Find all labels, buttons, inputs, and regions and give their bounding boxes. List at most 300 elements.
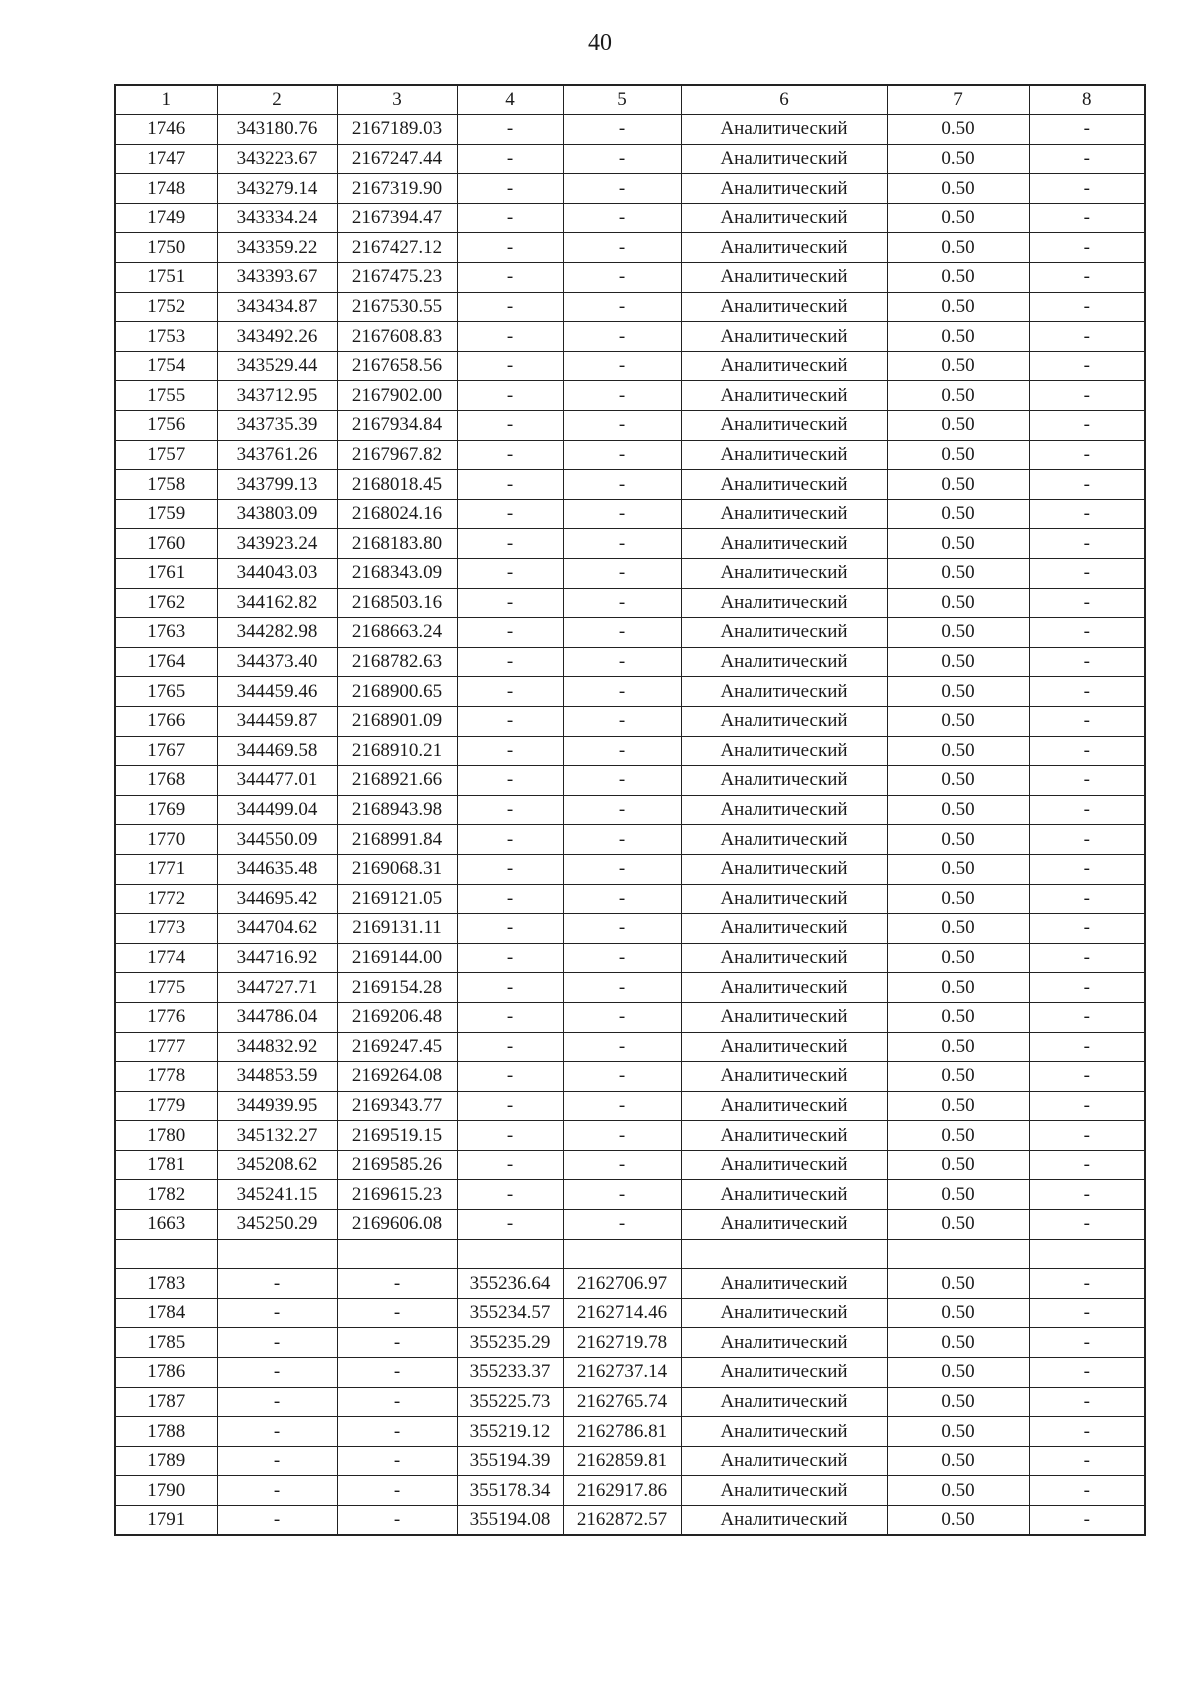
cell-y-coordinate-new: 2162859.81 xyxy=(563,1446,681,1476)
cell-x-coordinate: 344162.82 xyxy=(217,588,337,618)
cell-x-coordinate-new: 355234.57 xyxy=(457,1298,563,1328)
cell-method: Аналитический xyxy=(681,588,887,618)
cell-accuracy: 0.50 xyxy=(887,322,1029,352)
table-row xyxy=(115,174,1145,204)
table-row xyxy=(115,529,1145,559)
cell-x-coordinate: 345250.29 xyxy=(217,1210,337,1240)
table-row xyxy=(115,1032,1145,1062)
cell-y-coordinate: 2168024.16 xyxy=(337,499,457,529)
cell-y-coordinate: 2169131.11 xyxy=(337,914,457,944)
cell-accuracy: 0.50 xyxy=(887,1091,1029,1121)
table-row xyxy=(115,115,1145,145)
cell-x-coordinate: 343712.95 xyxy=(217,381,337,411)
table-row xyxy=(115,1328,1145,1358)
cell-x-coordinate-new: - xyxy=(457,411,563,441)
cell-y-coordinate-new: - xyxy=(563,292,681,322)
cell-x-coordinate: 344786.04 xyxy=(217,1002,337,1032)
cell-y-coordinate: 2168503.16 xyxy=(337,588,457,618)
cell-y-coordinate: 2169585.26 xyxy=(337,1150,457,1180)
cell-y-coordinate-new: 2162706.97 xyxy=(563,1269,681,1299)
cell-x-coordinate-new: - xyxy=(457,706,563,736)
cell-accuracy: 0.50 xyxy=(887,766,1029,796)
cell-point-number: 1747 xyxy=(115,144,217,174)
cell-point-number: 1787 xyxy=(115,1387,217,1417)
cell-y-coordinate: 2169264.08 xyxy=(337,1062,457,1092)
cell-x-coordinate: 343799.13 xyxy=(217,470,337,500)
cell-x-coordinate: 343279.14 xyxy=(217,174,337,204)
cell-description: - xyxy=(1029,411,1145,441)
cell-method: Аналитический xyxy=(681,233,887,263)
cell-x-coordinate: 343434.87 xyxy=(217,292,337,322)
cell-x-coordinate-new: - xyxy=(457,263,563,293)
cell-y-coordinate-new: - xyxy=(563,559,681,589)
cell-x-coordinate-new: - xyxy=(457,1091,563,1121)
cell-x-coordinate: - xyxy=(217,1476,337,1506)
cell-description: - xyxy=(1029,1121,1145,1151)
cell-method: Аналитический xyxy=(681,411,887,441)
cell-method: Аналитический xyxy=(681,1417,887,1447)
cell-x-coordinate-new: 355233.37 xyxy=(457,1358,563,1388)
cell-y-coordinate: 2169206.48 xyxy=(337,1002,457,1032)
cell-method: Аналитический xyxy=(681,1150,887,1180)
cell-y-coordinate-new: - xyxy=(563,618,681,648)
cell-description: - xyxy=(1029,174,1145,204)
table-row xyxy=(115,825,1145,855)
cell-y-coordinate: 2168901.09 xyxy=(337,706,457,736)
cell-description: - xyxy=(1029,381,1145,411)
cell-method: Аналитический xyxy=(681,884,887,914)
cell-x-coordinate-new: - xyxy=(457,1002,563,1032)
cell-point-number: 1768 xyxy=(115,766,217,796)
cell-x-coordinate: 344704.62 xyxy=(217,914,337,944)
cell-method: Аналитический xyxy=(681,736,887,766)
cell-y-coordinate-new: - xyxy=(563,1150,681,1180)
cell-y-coordinate: 2169615.23 xyxy=(337,1180,457,1210)
cell-description: - xyxy=(1029,677,1145,707)
cell-y-coordinate-new: - xyxy=(563,1210,681,1240)
cell-x-coordinate-new: - xyxy=(457,115,563,145)
cell-y-coordinate-new xyxy=(563,1239,681,1269)
cell-description: - xyxy=(1029,470,1145,500)
cell-point-number: 1791 xyxy=(115,1506,217,1536)
cell-method: Аналитический xyxy=(681,795,887,825)
cell-point-number: 1764 xyxy=(115,647,217,677)
table-row xyxy=(115,470,1145,500)
cell-y-coordinate-new: - xyxy=(563,529,681,559)
cell-method: Аналитический xyxy=(681,1328,887,1358)
table-row xyxy=(115,559,1145,589)
cell-y-coordinate-new: - xyxy=(563,174,681,204)
cell-x-coordinate-new: - xyxy=(457,766,563,796)
cell-description: - xyxy=(1029,203,1145,233)
table-row xyxy=(115,1210,1145,1240)
cell-accuracy: 0.50 xyxy=(887,115,1029,145)
cell-y-coordinate: 2169068.31 xyxy=(337,854,457,884)
table-row xyxy=(115,618,1145,648)
cell-y-coordinate: - xyxy=(337,1417,457,1447)
cell-y-coordinate-new: - xyxy=(563,677,681,707)
cell-x-coordinate: - xyxy=(217,1298,337,1328)
table-row xyxy=(115,1239,1145,1269)
cell-accuracy: 0.50 xyxy=(887,736,1029,766)
cell-x-coordinate-new: 355194.08 xyxy=(457,1506,563,1536)
cell-description: - xyxy=(1029,706,1145,736)
table-row xyxy=(115,1269,1145,1299)
cell-description: - xyxy=(1029,1298,1145,1328)
cell-y-coordinate: 2169144.00 xyxy=(337,943,457,973)
cell-y-coordinate-new: 2162917.86 xyxy=(563,1476,681,1506)
column-header: 1 xyxy=(115,85,217,115)
cell-y-coordinate: 2168991.84 xyxy=(337,825,457,855)
cell-x-coordinate-new: - xyxy=(457,1121,563,1151)
cell-y-coordinate: - xyxy=(337,1298,457,1328)
cell-accuracy: 0.50 xyxy=(887,1417,1029,1447)
column-header: 3 xyxy=(337,85,457,115)
cell-y-coordinate-new: - xyxy=(563,1091,681,1121)
table-row xyxy=(115,1121,1145,1151)
cell-y-coordinate: 2169343.77 xyxy=(337,1091,457,1121)
table-row xyxy=(115,706,1145,736)
cell-accuracy: 0.50 xyxy=(887,1062,1029,1092)
cell-point-number: 1754 xyxy=(115,351,217,381)
cell-x-coordinate-new: - xyxy=(457,529,563,559)
cell-x-coordinate-new: - xyxy=(457,1032,563,1062)
cell-accuracy: 0.50 xyxy=(887,559,1029,589)
cell-y-coordinate xyxy=(337,1239,457,1269)
cell-x-coordinate: - xyxy=(217,1417,337,1447)
table-row xyxy=(115,766,1145,796)
cell-accuracy: 0.50 xyxy=(887,203,1029,233)
cell-x-coordinate: 343492.26 xyxy=(217,322,337,352)
cell-y-coordinate-new: - xyxy=(563,499,681,529)
cell-accuracy: 0.50 xyxy=(887,233,1029,263)
cell-y-coordinate: - xyxy=(337,1358,457,1388)
cell-x-coordinate: 344499.04 xyxy=(217,795,337,825)
cell-description: - xyxy=(1029,1358,1145,1388)
cell-x-coordinate: 343529.44 xyxy=(217,351,337,381)
cell-accuracy: 0.50 xyxy=(887,825,1029,855)
cell-x-coordinate: 343223.67 xyxy=(217,144,337,174)
cell-y-coordinate: 2168663.24 xyxy=(337,618,457,648)
cell-y-coordinate-new: - xyxy=(563,914,681,944)
cell-description: - xyxy=(1029,351,1145,381)
cell-accuracy: 0.50 xyxy=(887,144,1029,174)
cell-description: - xyxy=(1029,766,1145,796)
cell-y-coordinate-new: - xyxy=(563,1062,681,1092)
table-row xyxy=(115,1150,1145,1180)
cell-y-coordinate: 2167658.56 xyxy=(337,351,457,381)
cell-method: Аналитический xyxy=(681,381,887,411)
cell-accuracy: 0.50 xyxy=(887,1269,1029,1299)
cell-accuracy: 0.50 xyxy=(887,411,1029,441)
cell-y-coordinate-new: 2162714.46 xyxy=(563,1298,681,1328)
cell-x-coordinate-new: - xyxy=(457,618,563,648)
cell-description: - xyxy=(1029,1180,1145,1210)
table-row xyxy=(115,854,1145,884)
cell-point-number: 1765 xyxy=(115,677,217,707)
cell-y-coordinate: 2167902.00 xyxy=(337,381,457,411)
cell-y-coordinate: 2167608.83 xyxy=(337,322,457,352)
table-row xyxy=(115,1002,1145,1032)
table-row xyxy=(115,440,1145,470)
cell-x-coordinate: - xyxy=(217,1446,337,1476)
cell-y-coordinate: 2169606.08 xyxy=(337,1210,457,1240)
cell-y-coordinate-new: - xyxy=(563,766,681,796)
table-row xyxy=(115,1476,1145,1506)
cell-point-number: 1769 xyxy=(115,795,217,825)
cell-description: - xyxy=(1029,825,1145,855)
table-row xyxy=(115,884,1145,914)
cell-accuracy: 0.50 xyxy=(887,973,1029,1003)
cell-y-coordinate: 2167394.47 xyxy=(337,203,457,233)
table-row xyxy=(115,1358,1145,1388)
cell-method: Аналитический xyxy=(681,1269,887,1299)
column-header: 4 xyxy=(457,85,563,115)
cell-y-coordinate: 2168018.45 xyxy=(337,470,457,500)
cell-method: Аналитический xyxy=(681,1210,887,1240)
cell-x-coordinate-new: - xyxy=(457,144,563,174)
cell-y-coordinate-new: - xyxy=(563,440,681,470)
cell-accuracy: 0.50 xyxy=(887,174,1029,204)
cell-x-coordinate-new: - xyxy=(457,677,563,707)
cell-accuracy: 0.50 xyxy=(887,706,1029,736)
cell-x-coordinate: 343334.24 xyxy=(217,203,337,233)
cell-y-coordinate: - xyxy=(337,1506,457,1536)
cell-method: Аналитический xyxy=(681,618,887,648)
cell-x-coordinate-new: - xyxy=(457,825,563,855)
cell-x-coordinate-new: - xyxy=(457,381,563,411)
cell-point-number: 1781 xyxy=(115,1150,217,1180)
cell-x-coordinate: 344716.92 xyxy=(217,943,337,973)
cell-description: - xyxy=(1029,233,1145,263)
cell-x-coordinate-new: 355236.64 xyxy=(457,1269,563,1299)
cell-description: - xyxy=(1029,1032,1145,1062)
cell-accuracy: 0.50 xyxy=(887,1506,1029,1536)
cell-x-coordinate-new: 355194.39 xyxy=(457,1446,563,1476)
cell-description: - xyxy=(1029,1417,1145,1447)
cell-point-number: 1782 xyxy=(115,1180,217,1210)
cell-y-coordinate: 2167967.82 xyxy=(337,440,457,470)
cell-x-coordinate-new: - xyxy=(457,499,563,529)
table-row xyxy=(115,736,1145,766)
cell-point-number: 1755 xyxy=(115,381,217,411)
cell-description: - xyxy=(1029,795,1145,825)
table-header-row xyxy=(115,85,1145,115)
cell-point-number: 1779 xyxy=(115,1091,217,1121)
cell-y-coordinate: 2168900.65 xyxy=(337,677,457,707)
page-number: 40 xyxy=(588,30,612,56)
cell-x-coordinate-new: - xyxy=(457,292,563,322)
cell-y-coordinate: - xyxy=(337,1328,457,1358)
cell-accuracy: 0.50 xyxy=(887,677,1029,707)
cell-y-coordinate-new: - xyxy=(563,381,681,411)
cell-accuracy xyxy=(887,1239,1029,1269)
cell-accuracy: 0.50 xyxy=(887,1032,1029,1062)
cell-description: - xyxy=(1029,322,1145,352)
table-row xyxy=(115,322,1145,352)
cell-method: Аналитический xyxy=(681,766,887,796)
cell-point-number: 1785 xyxy=(115,1328,217,1358)
cell-y-coordinate: 2169154.28 xyxy=(337,973,457,1003)
cell-method: Аналитический xyxy=(681,914,887,944)
cell-y-coordinate: 2169121.05 xyxy=(337,884,457,914)
cell-description: - xyxy=(1029,618,1145,648)
cell-method: Аналитический xyxy=(681,322,887,352)
cell-point-number: 1770 xyxy=(115,825,217,855)
cell-x-coordinate: 343735.39 xyxy=(217,411,337,441)
column-header: 6 xyxy=(681,85,887,115)
coordinates-table xyxy=(114,84,1146,1536)
cell-description: - xyxy=(1029,943,1145,973)
column-header: 2 xyxy=(217,85,337,115)
cell-description xyxy=(1029,1239,1145,1269)
cell-x-coordinate-new: 355225.73 xyxy=(457,1387,563,1417)
cell-method: Аналитический xyxy=(681,1358,887,1388)
cell-point-number: 1777 xyxy=(115,1032,217,1062)
cell-point-number: 1760 xyxy=(115,529,217,559)
cell-point-number: 1772 xyxy=(115,884,217,914)
cell-x-coordinate-new: - xyxy=(457,1210,563,1240)
cell-x-coordinate: 344459.87 xyxy=(217,706,337,736)
cell-description: - xyxy=(1029,736,1145,766)
cell-x-coordinate: 343180.76 xyxy=(217,115,337,145)
table-row xyxy=(115,144,1145,174)
cell-point-number: 1784 xyxy=(115,1298,217,1328)
cell-x-coordinate: - xyxy=(217,1358,337,1388)
cell-y-coordinate: 2168910.21 xyxy=(337,736,457,766)
cell-description: - xyxy=(1029,1506,1145,1536)
cell-x-coordinate-new: - xyxy=(457,973,563,1003)
cell-method: Аналитический xyxy=(681,1032,887,1062)
cell-point-number: 1786 xyxy=(115,1358,217,1388)
table-row xyxy=(115,1506,1145,1536)
cell-x-coordinate-new: - xyxy=(457,588,563,618)
cell-point-number: 1749 xyxy=(115,203,217,233)
cell-description: - xyxy=(1029,144,1145,174)
cell-x-coordinate: - xyxy=(217,1269,337,1299)
cell-accuracy: 0.50 xyxy=(887,1121,1029,1151)
cell-method: Аналитический xyxy=(681,174,887,204)
cell-point-number: 1773 xyxy=(115,914,217,944)
cell-point-number: 1757 xyxy=(115,440,217,470)
cell-description: - xyxy=(1029,292,1145,322)
cell-point-number: 1746 xyxy=(115,115,217,145)
cell-y-coordinate: - xyxy=(337,1269,457,1299)
cell-point-number: 1752 xyxy=(115,292,217,322)
cell-point-number: 1751 xyxy=(115,263,217,293)
column-header: 7 xyxy=(887,85,1029,115)
cell-y-coordinate-new: 2162786.81 xyxy=(563,1417,681,1447)
cell-y-coordinate-new: - xyxy=(563,263,681,293)
cell-x-coordinate-new: 355235.29 xyxy=(457,1328,563,1358)
cell-x-coordinate-new: - xyxy=(457,943,563,973)
cell-x-coordinate: 344832.92 xyxy=(217,1032,337,1062)
cell-method: Аналитический xyxy=(681,825,887,855)
cell-point-number: 1761 xyxy=(115,559,217,589)
cell-y-coordinate-new: - xyxy=(563,411,681,441)
cell-accuracy: 0.50 xyxy=(887,854,1029,884)
cell-method: Аналитический xyxy=(681,440,887,470)
cell-x-coordinate-new: - xyxy=(457,884,563,914)
cell-x-coordinate: 343359.22 xyxy=(217,233,337,263)
table-row xyxy=(115,1387,1145,1417)
cell-point-number: 1788 xyxy=(115,1417,217,1447)
cell-y-coordinate-new: - xyxy=(563,1121,681,1151)
table-row xyxy=(115,1180,1145,1210)
cell-x-coordinate: 344282.98 xyxy=(217,618,337,648)
cell-x-coordinate: 343923.24 xyxy=(217,529,337,559)
cell-method: Аналитический xyxy=(681,973,887,1003)
table-row xyxy=(115,647,1145,677)
cell-x-coordinate-new xyxy=(457,1239,563,1269)
table-row xyxy=(115,233,1145,263)
cell-x-coordinate-new: - xyxy=(457,854,563,884)
cell-y-coordinate-new: - xyxy=(563,1032,681,1062)
cell-y-coordinate-new: - xyxy=(563,115,681,145)
cell-y-coordinate-new: 2162737.14 xyxy=(563,1358,681,1388)
cell-y-coordinate-new: - xyxy=(563,973,681,1003)
cell-accuracy: 0.50 xyxy=(887,470,1029,500)
cell-description: - xyxy=(1029,440,1145,470)
table-row xyxy=(115,411,1145,441)
table-row xyxy=(115,1062,1145,1092)
cell-accuracy: 0.50 xyxy=(887,647,1029,677)
cell-method: Аналитический xyxy=(681,1002,887,1032)
table-body xyxy=(115,115,1145,1536)
cell-point-number: 1778 xyxy=(115,1062,217,1092)
cell-x-coordinate-new: - xyxy=(457,736,563,766)
table-row xyxy=(115,292,1145,322)
cell-point-number: 1789 xyxy=(115,1446,217,1476)
cell-y-coordinate: 2167427.12 xyxy=(337,233,457,263)
cell-y-coordinate: 2168921.66 xyxy=(337,766,457,796)
cell-accuracy: 0.50 xyxy=(887,381,1029,411)
table-row xyxy=(115,381,1145,411)
cell-method: Аналитический xyxy=(681,351,887,381)
cell-y-coordinate-new: - xyxy=(563,588,681,618)
cell-x-coordinate xyxy=(217,1239,337,1269)
cell-y-coordinate-new: - xyxy=(563,203,681,233)
table-row xyxy=(115,1298,1145,1328)
cell-description: - xyxy=(1029,1091,1145,1121)
cell-x-coordinate: 344550.09 xyxy=(217,825,337,855)
table-row xyxy=(115,351,1145,381)
cell-y-coordinate-new: - xyxy=(563,233,681,263)
cell-y-coordinate: 2169519.15 xyxy=(337,1121,457,1151)
cell-x-coordinate-new: - xyxy=(457,1150,563,1180)
cell-y-coordinate-new: - xyxy=(563,1002,681,1032)
cell-method: Аналитический xyxy=(681,1121,887,1151)
cell-x-coordinate-new: - xyxy=(457,322,563,352)
cell-accuracy: 0.50 xyxy=(887,884,1029,914)
cell-x-coordinate-new: - xyxy=(457,470,563,500)
cell-y-coordinate-new: - xyxy=(563,795,681,825)
cell-y-coordinate-new: 2162765.74 xyxy=(563,1387,681,1417)
cell-description: - xyxy=(1029,499,1145,529)
cell-point-number xyxy=(115,1239,217,1269)
cell-method: Аналитический xyxy=(681,854,887,884)
cell-x-coordinate: 345208.62 xyxy=(217,1150,337,1180)
cell-y-coordinate-new: - xyxy=(563,854,681,884)
cell-accuracy: 0.50 xyxy=(887,1180,1029,1210)
cell-description: - xyxy=(1029,884,1145,914)
cell-y-coordinate-new: - xyxy=(563,144,681,174)
cell-method: Аналитический xyxy=(681,706,887,736)
cell-method: Аналитический xyxy=(681,1476,887,1506)
cell-point-number: 1775 xyxy=(115,973,217,1003)
table-row xyxy=(115,1446,1145,1476)
table-row xyxy=(115,795,1145,825)
